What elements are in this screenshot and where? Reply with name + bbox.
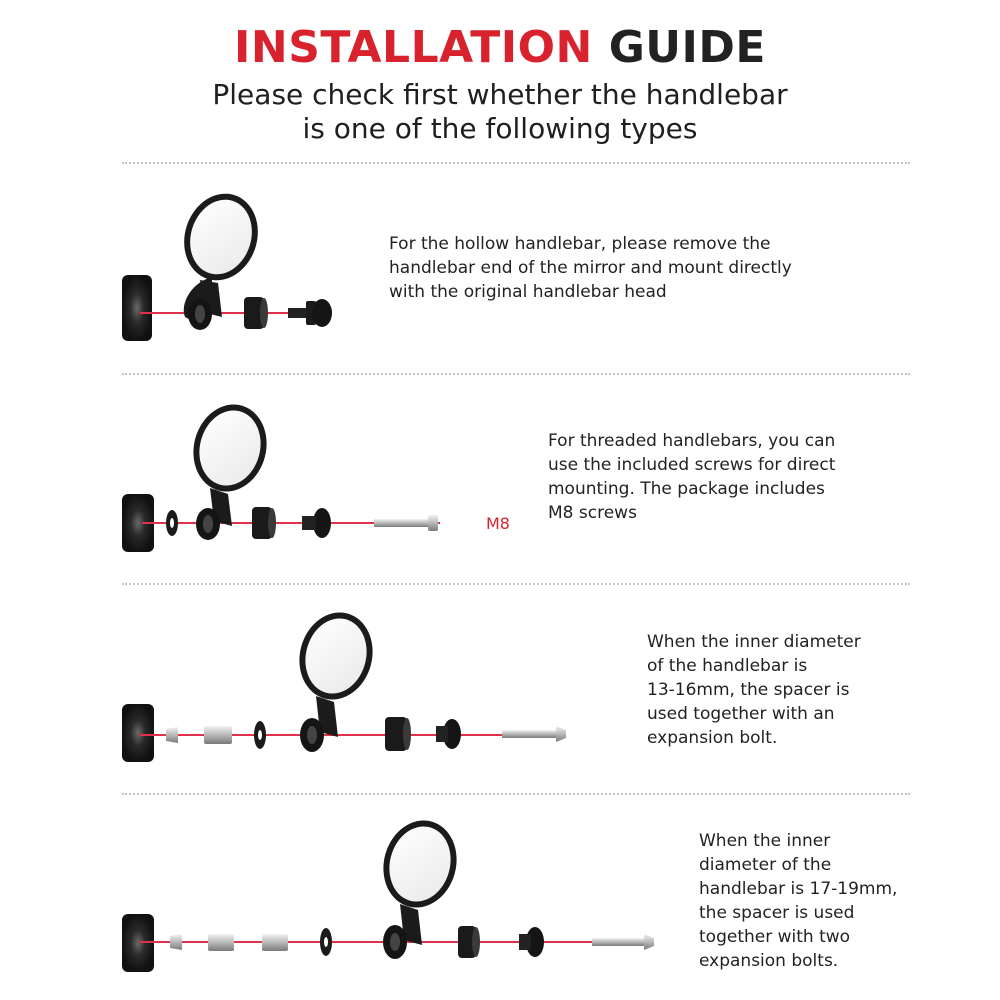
divider [122, 162, 910, 164]
section-13-16mm-handlebar [0, 586, 1000, 791]
m8-label: M8 [486, 514, 510, 533]
spacer-tube-1 [208, 934, 234, 951]
divider [122, 373, 910, 375]
subtitle [0, 78, 1000, 146]
bar-end-plug [288, 299, 332, 327]
mirror [290, 604, 382, 752]
diagram-hollow-handlebar [0, 165, 380, 370]
washer [320, 928, 332, 956]
bar-end-cap [302, 508, 331, 538]
spacer-tube-2 [262, 934, 288, 951]
spacer [252, 507, 276, 539]
subtitle-line-2: is one of the following types [302, 112, 698, 145]
spacer-tube [204, 726, 232, 744]
washer [254, 721, 266, 749]
expansion-bolt-nut [170, 934, 182, 950]
section-threaded-handlebar [0, 376, 1000, 581]
expansion-bolt-nut [166, 727, 178, 743]
section-17-19mm-handlebar [0, 796, 1000, 1000]
handlebar-grip [122, 704, 154, 762]
title-main: GUIDE [608, 22, 766, 73]
expansion-bolt [502, 726, 566, 742]
diagram-17-19mm-handlebar [0, 796, 680, 1000]
page-title [0, 22, 1000, 74]
spacer [458, 926, 480, 958]
m8-screw [374, 515, 438, 531]
divider [122, 793, 910, 795]
section-1-description: For the hollow handlebar, please remove the handlebar end of the mirror and mount directly with the original handlebar head [389, 234, 792, 302]
divider [122, 583, 910, 585]
section-3-description: When the inner diameter of the handlebar is 13-16mm, the spacer is used together with an expansion bolt. [647, 632, 861, 748]
diagram-13-16mm-handlebar [0, 586, 600, 791]
section-4-description: When the inner diameter of the handlebar is 17-19mm, the spacer is used together with two expansion bolts. [699, 831, 898, 971]
washer [166, 510, 178, 536]
subtitle-line-1: Please check first whether the handlebar [212, 78, 788, 111]
spacer [244, 297, 268, 329]
diagram-threaded-handlebar [0, 376, 480, 581]
bar-end-cap [519, 927, 544, 957]
bar-end-cap [436, 719, 461, 749]
handlebar-grip [122, 275, 152, 341]
section-2-description: For threaded handlebars, you can use the included screws for direct mounting. The package includes M8 screws [548, 431, 836, 523]
expansion-bolt [592, 934, 654, 950]
section-hollow-handlebar [0, 165, 1000, 370]
spacer [385, 717, 411, 751]
title-accent: INSTALLATION [234, 22, 593, 73]
mirror [374, 812, 466, 959]
